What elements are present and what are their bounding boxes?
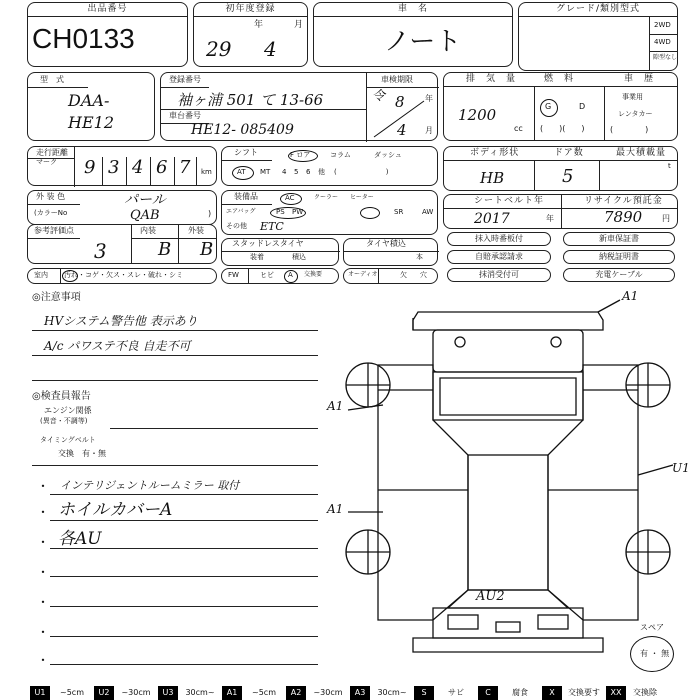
- inspection-slash: [369, 99, 429, 139]
- inspection-era: 令: [372, 89, 386, 104]
- interior-note-box: [27, 268, 217, 284]
- inspection-month-unit: 月: [425, 126, 433, 135]
- color-box: [27, 190, 217, 225]
- mileage-unit: km: [201, 168, 212, 176]
- grade-label: グレード/類別型式: [519, 3, 677, 17]
- reg-no-label: 登録番号: [169, 75, 201, 84]
- color-code-label: (カラーNo: [34, 209, 68, 217]
- mark-u1-right: U1: [672, 461, 690, 475]
- displacement-label: 排 気 量: [466, 74, 517, 84]
- recycle-label: リサイクル預託金: [584, 196, 663, 206]
- legend-desc-s: サビ: [448, 688, 464, 697]
- car-diagram: [328, 290, 688, 680]
- recycle-unit: 円: [662, 214, 670, 223]
- legend-code-u2: U2: [94, 686, 114, 700]
- timing-belt-label: タイミングベルト: [40, 436, 96, 444]
- shift-4: 4: [282, 168, 287, 176]
- stock-number: CH0133: [32, 23, 135, 54]
- legend-code-a3: A3: [350, 686, 370, 700]
- car-name: ノート: [384, 27, 462, 57]
- mileage-digit-2: 3: [108, 157, 120, 178]
- inspection-year-unit: 年: [425, 94, 433, 103]
- registration-box: [160, 72, 438, 141]
- tax-cert: 納税証明書: [563, 250, 675, 264]
- interior-label: 内装: [140, 226, 156, 235]
- load-unit: t: [668, 162, 671, 170]
- fuel-d: D: [579, 102, 586, 111]
- legend-code-a2: A2: [286, 686, 306, 700]
- legend-desc-a3: 30cm~: [377, 688, 407, 697]
- shift-box: [221, 146, 438, 186]
- equip-circle-3: [360, 207, 380, 219]
- equip-ps: PS: [276, 208, 285, 216]
- legend-desc-xx: 交換除: [633, 688, 657, 697]
- color-name: パール: [124, 192, 166, 208]
- mileage-digit-5: 7: [179, 157, 191, 178]
- audio-missing: 欠: [400, 271, 407, 279]
- doc-insurance: 自賠承認請求: [447, 250, 551, 264]
- score-value: 3: [94, 239, 107, 263]
- body-header: [444, 147, 677, 161]
- tire-load-label: タイヤ積込: [366, 239, 406, 248]
- fw-box: [221, 268, 339, 284]
- audio-label: オーディオ: [348, 271, 378, 278]
- equip-pw: PW: [292, 208, 304, 216]
- equipment-box: [221, 190, 438, 235]
- fw-crack: ヒビ: [260, 271, 274, 279]
- equip-aw: AW: [422, 208, 434, 216]
- stock-label: 出品番号: [28, 3, 187, 17]
- fw-a: A: [288, 271, 293, 279]
- note-line-2: A/c パワステ不良 自走不可: [44, 339, 191, 353]
- spare-value: 有 ・ 無: [640, 649, 670, 658]
- shift-mt: MT: [260, 168, 271, 176]
- mileage-mark: マーク: [36, 158, 57, 166]
- shift-at: AT: [237, 168, 246, 176]
- displacement: 1200: [458, 106, 497, 124]
- studless-fitted: 装着: [250, 253, 264, 261]
- legend-desc-u3: 30cm~: [185, 688, 215, 697]
- fuel-label: 燃 料: [544, 74, 575, 84]
- body-box: [443, 146, 678, 191]
- report-item-1: インテリジェントルームミラー 取付: [60, 479, 240, 492]
- studless-box: [221, 238, 339, 266]
- audio-hole: 穴: [420, 271, 427, 279]
- shift-floor: F ロア: [290, 151, 311, 159]
- first-reg-box: [193, 2, 308, 67]
- mark-au2-rear: AU2: [476, 589, 505, 604]
- shift-6: 6: [306, 168, 311, 176]
- year-unit: 年: [254, 20, 264, 30]
- engine-box: [443, 72, 678, 141]
- engine-related: エンジン関係: [44, 406, 92, 415]
- mileage-digit-1: 9: [84, 157, 96, 178]
- timing-belt-options: 交換 有・無: [58, 449, 106, 458]
- legend-code-s: S: [414, 686, 434, 700]
- car-name-box: [313, 2, 513, 67]
- equip-heater: ヒーター: [350, 194, 374, 201]
- door-label: ドア数: [554, 148, 584, 158]
- interior-note-text: 汚れ・コゲ・欠ス・スレ・破れ・シミ: [64, 271, 183, 279]
- doc-cancel: 抹消受付可: [447, 268, 551, 282]
- legend-desc-a2: ~30cm: [313, 688, 343, 697]
- car-name-label: 車 名: [314, 3, 512, 17]
- mark-a1-front: A1: [622, 289, 639, 303]
- bullet-5: •: [40, 598, 46, 607]
- shift-column: コラム: [330, 151, 351, 159]
- warranty-book: 新車保証書: [563, 232, 675, 246]
- inspection-month: 4: [397, 121, 407, 139]
- engine-related-sub: (異音・不調等): [40, 417, 88, 425]
- mark-a1-left-rear: A1: [327, 502, 344, 516]
- fw-label: FW: [228, 271, 239, 279]
- history-rental: レンタカー: [618, 110, 653, 118]
- legend-desc-x: 交換要す: [568, 688, 600, 697]
- legend-code-u1: U1: [30, 686, 50, 700]
- legend-desc-u1: ~5cm: [60, 688, 84, 697]
- fuel-g: G: [545, 102, 552, 111]
- bullet-3: •: [40, 538, 46, 547]
- equip-sr: SR: [394, 208, 404, 216]
- legend-desc-u2: ~30cm: [121, 688, 151, 697]
- notes-title: ◎注意事項: [32, 292, 81, 303]
- bullet-2: •: [40, 508, 46, 517]
- report-title: ◎検査員報告: [32, 391, 91, 402]
- studless-label: スタッドレスタイヤ: [232, 239, 304, 248]
- body-type: HB: [480, 169, 505, 187]
- model-line2: HE12: [68, 113, 114, 132]
- model-line1: DAA-: [68, 91, 110, 110]
- load-label: 最大積載量: [616, 148, 667, 158]
- interior-note-label: 室内: [34, 271, 48, 279]
- chassis-label: 車台番号: [169, 111, 201, 120]
- legend-code-x: X: [542, 686, 562, 700]
- legend-desc-c: 腐食: [512, 688, 528, 697]
- interior-value: B: [158, 239, 172, 260]
- inspection-year: 8: [395, 93, 405, 111]
- audio-box: [343, 268, 438, 284]
- model-box: [27, 72, 155, 141]
- score-label: 参考評価点: [34, 226, 74, 235]
- equip-ac: AC: [285, 194, 295, 202]
- chassis-no: HE12- 085409: [191, 122, 294, 138]
- legend-code-xx: XX: [606, 686, 626, 700]
- fuel-paren-1: ( )( ): [540, 124, 585, 133]
- shift-5: 5: [294, 168, 299, 176]
- body-label: ボディ形状: [470, 148, 520, 158]
- mileage-label: 走行距離: [36, 148, 68, 157]
- shift-dash: ダッシュ: [374, 151, 402, 159]
- equip-other: ETC: [260, 220, 284, 233]
- seatbelt-label: シートベルト年: [474, 196, 545, 206]
- reg-no: 袖ヶ浦 501 て 13-66: [177, 91, 324, 109]
- tire-load-unit: 本: [416, 253, 423, 261]
- first-reg-year: 29: [206, 37, 232, 61]
- door-count: 5: [562, 166, 574, 187]
- history-paren: ( ): [610, 125, 649, 134]
- legend-code-u3: U3: [158, 686, 178, 700]
- equip-other-label: その他: [226, 222, 247, 230]
- cc-unit: cc: [514, 124, 523, 133]
- mileage-digit-4: 6: [156, 157, 168, 178]
- drive-none: 隙型なし: [653, 54, 678, 61]
- charge-cable: 充電ケーブル: [563, 268, 675, 282]
- tire-load-box: [343, 238, 438, 266]
- grades-box: [27, 224, 217, 264]
- mark-a1-left-front: A1: [327, 399, 344, 413]
- engine-header: [444, 73, 677, 87]
- bullet-4: •: [40, 568, 46, 577]
- recycle-amount: 7890: [604, 208, 643, 226]
- month-unit: 月: [294, 20, 304, 30]
- color-code: QAB: [130, 208, 160, 223]
- report-item-3: 各AU: [58, 529, 102, 549]
- equip-cooler: クーラー: [314, 194, 339, 201]
- bullet-6: •: [40, 628, 46, 637]
- grade-box: [518, 2, 678, 71]
- studless-loaded: 積込: [292, 253, 306, 261]
- legend-bar: [30, 686, 700, 700]
- first-reg-label: 初年度登録: [194, 3, 307, 17]
- seatbelt-box: [443, 194, 678, 229]
- drive-4wd: 4WD: [654, 38, 671, 46]
- legend-desc-a1: ~5cm: [252, 688, 276, 697]
- model-label: 型 式: [40, 75, 64, 84]
- color-paren-close: ): [208, 209, 212, 218]
- equip-airbag: エアバッグ: [226, 208, 256, 215]
- bullet-1: •: [40, 482, 46, 491]
- equipment-label: 装備品: [234, 192, 258, 201]
- seatbelt-year: 2017: [474, 211, 510, 227]
- report-item-2: ホイルカバーA: [58, 500, 173, 520]
- seatbelt-year-unit: 年: [546, 214, 554, 223]
- shift-paren: ( ): [334, 168, 389, 176]
- history-label: 車 歴: [624, 74, 655, 84]
- legend-code-c: C: [478, 686, 498, 700]
- first-reg-month: 4: [264, 37, 277, 61]
- spare-label: スペア: [640, 623, 664, 632]
- fw-replace: 交換要: [304, 271, 323, 278]
- color-label: 外 装 色: [36, 192, 66, 201]
- doc-plate: 抹入時番板付: [447, 232, 551, 246]
- drive-2wd: 2WD: [654, 21, 671, 29]
- exterior-label: 外装: [188, 226, 204, 235]
- mileage-digit-3: 4: [132, 157, 144, 178]
- stock-box: [27, 2, 188, 67]
- inspection-label: 車検期限: [381, 75, 413, 84]
- shift-label: シフト: [234, 148, 258, 157]
- exterior-value: B: [200, 239, 214, 260]
- legend-code-a1: A1: [222, 686, 242, 700]
- bullet-7: •: [40, 656, 46, 665]
- note-line-1: HVシステム警告他 表示あり: [44, 314, 198, 328]
- shift-other: 他: [318, 168, 325, 176]
- mileage-box: [27, 146, 217, 186]
- history-business: 事業用: [622, 93, 643, 101]
